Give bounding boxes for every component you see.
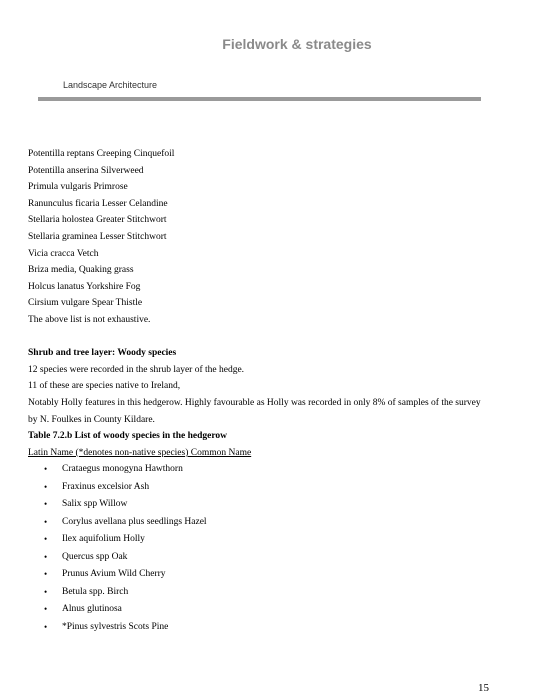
section-heading: Shrub and tree layer: Woody species — [28, 348, 177, 359]
bullet-icon: • — [44, 551, 48, 562]
species-name: Prunus Avium Wild Cherry — [62, 569, 166, 580]
header-divider — [38, 97, 481, 101]
herb-list-item: Ranunculus ficaria Lesser Celandine — [28, 198, 168, 209]
table-title: Table 7.2.b List of woody species in the hedgerow — [28, 431, 227, 442]
herb-list-item: Cirsium vulgare Spear Thistle — [28, 298, 143, 309]
list-item — [28, 566, 518, 584]
species-name: Salix spp Willow — [62, 499, 128, 510]
bullet-icon: • — [44, 499, 48, 510]
herb-species-list — [28, 146, 518, 329]
list-item — [28, 461, 518, 479]
list-item — [28, 479, 518, 497]
species-name: *Pinus sylvestris Scots Pine — [62, 621, 169, 632]
bullet-icon: • — [44, 464, 48, 475]
paragraph: 12 species were recorded in the shrub layer of the hedge. — [28, 364, 245, 375]
bullet-icon: • — [44, 569, 48, 580]
species-name: Betula spp. Birch — [62, 586, 129, 597]
list-note: The above list is not exhaustive. — [28, 314, 151, 325]
species-name: Alnus glutinosa — [62, 604, 122, 615]
list-item — [28, 619, 518, 637]
list-item — [28, 549, 518, 567]
list-item — [28, 514, 518, 532]
herb-list-item: Potentilla reptans Creeping Cinquefoil — [28, 149, 175, 159]
herb-list-item: Vicia cracca Vetch — [28, 248, 99, 259]
bullet-icon: • — [44, 604, 48, 615]
bullet-icon: • — [44, 481, 48, 492]
bullet-icon: • — [44, 516, 48, 527]
page-header-subtitle: Landscape Architecture — [63, 80, 158, 90]
herb-list-item: Primula vulgaris Primrose — [28, 182, 128, 193]
herb-list-item: Briza media, Quaking grass — [28, 265, 134, 276]
herb-list-item: Stellaria graminea Lesser Stitchwort — [28, 231, 167, 242]
herb-list-item: Potentilla anserina Silverweed — [28, 165, 144, 176]
bullet-icon: • — [44, 586, 48, 597]
herb-list-item: Stellaria holostea Greater Stitchwort — [28, 215, 167, 226]
paragraph: by N. Foulkes in County Kildare. — [28, 414, 155, 425]
page-header-title: Fieldwork & strategies — [222, 36, 372, 52]
spacer — [28, 329, 518, 346]
list-item — [28, 531, 518, 549]
list-item — [28, 601, 518, 619]
bullet-icon: • — [44, 534, 48, 545]
paragraph: 11 of these are species native to Ireland, — [28, 381, 181, 392]
page-number: 15 — [478, 682, 489, 694]
herb-list-item: Holcus lanatus Yorkshire Fog — [28, 281, 141, 292]
species-name: Ilex aquifolium Holly — [62, 534, 145, 545]
species-name: Corylus avellana plus seedlings Hazel — [62, 516, 207, 527]
paragraph: Notably Holly features in this hedgerow. Highly favourable as Holly was recorded in only 8% of samples of the survey — [28, 397, 481, 408]
woody-species-list — [28, 461, 518, 636]
list-item — [28, 496, 518, 514]
species-name: Crataegus monogyna Hawthorn — [62, 464, 183, 475]
bullet-icon: • — [44, 621, 48, 632]
species-name: Fraxinus excelsior Ash — [62, 481, 150, 492]
document-body — [28, 146, 518, 636]
species-name: Quercus spp Oak — [62, 551, 128, 562]
table-header: Latin Name (*denotes non-native species) Common Name — [28, 447, 252, 458]
list-item — [28, 584, 518, 602]
